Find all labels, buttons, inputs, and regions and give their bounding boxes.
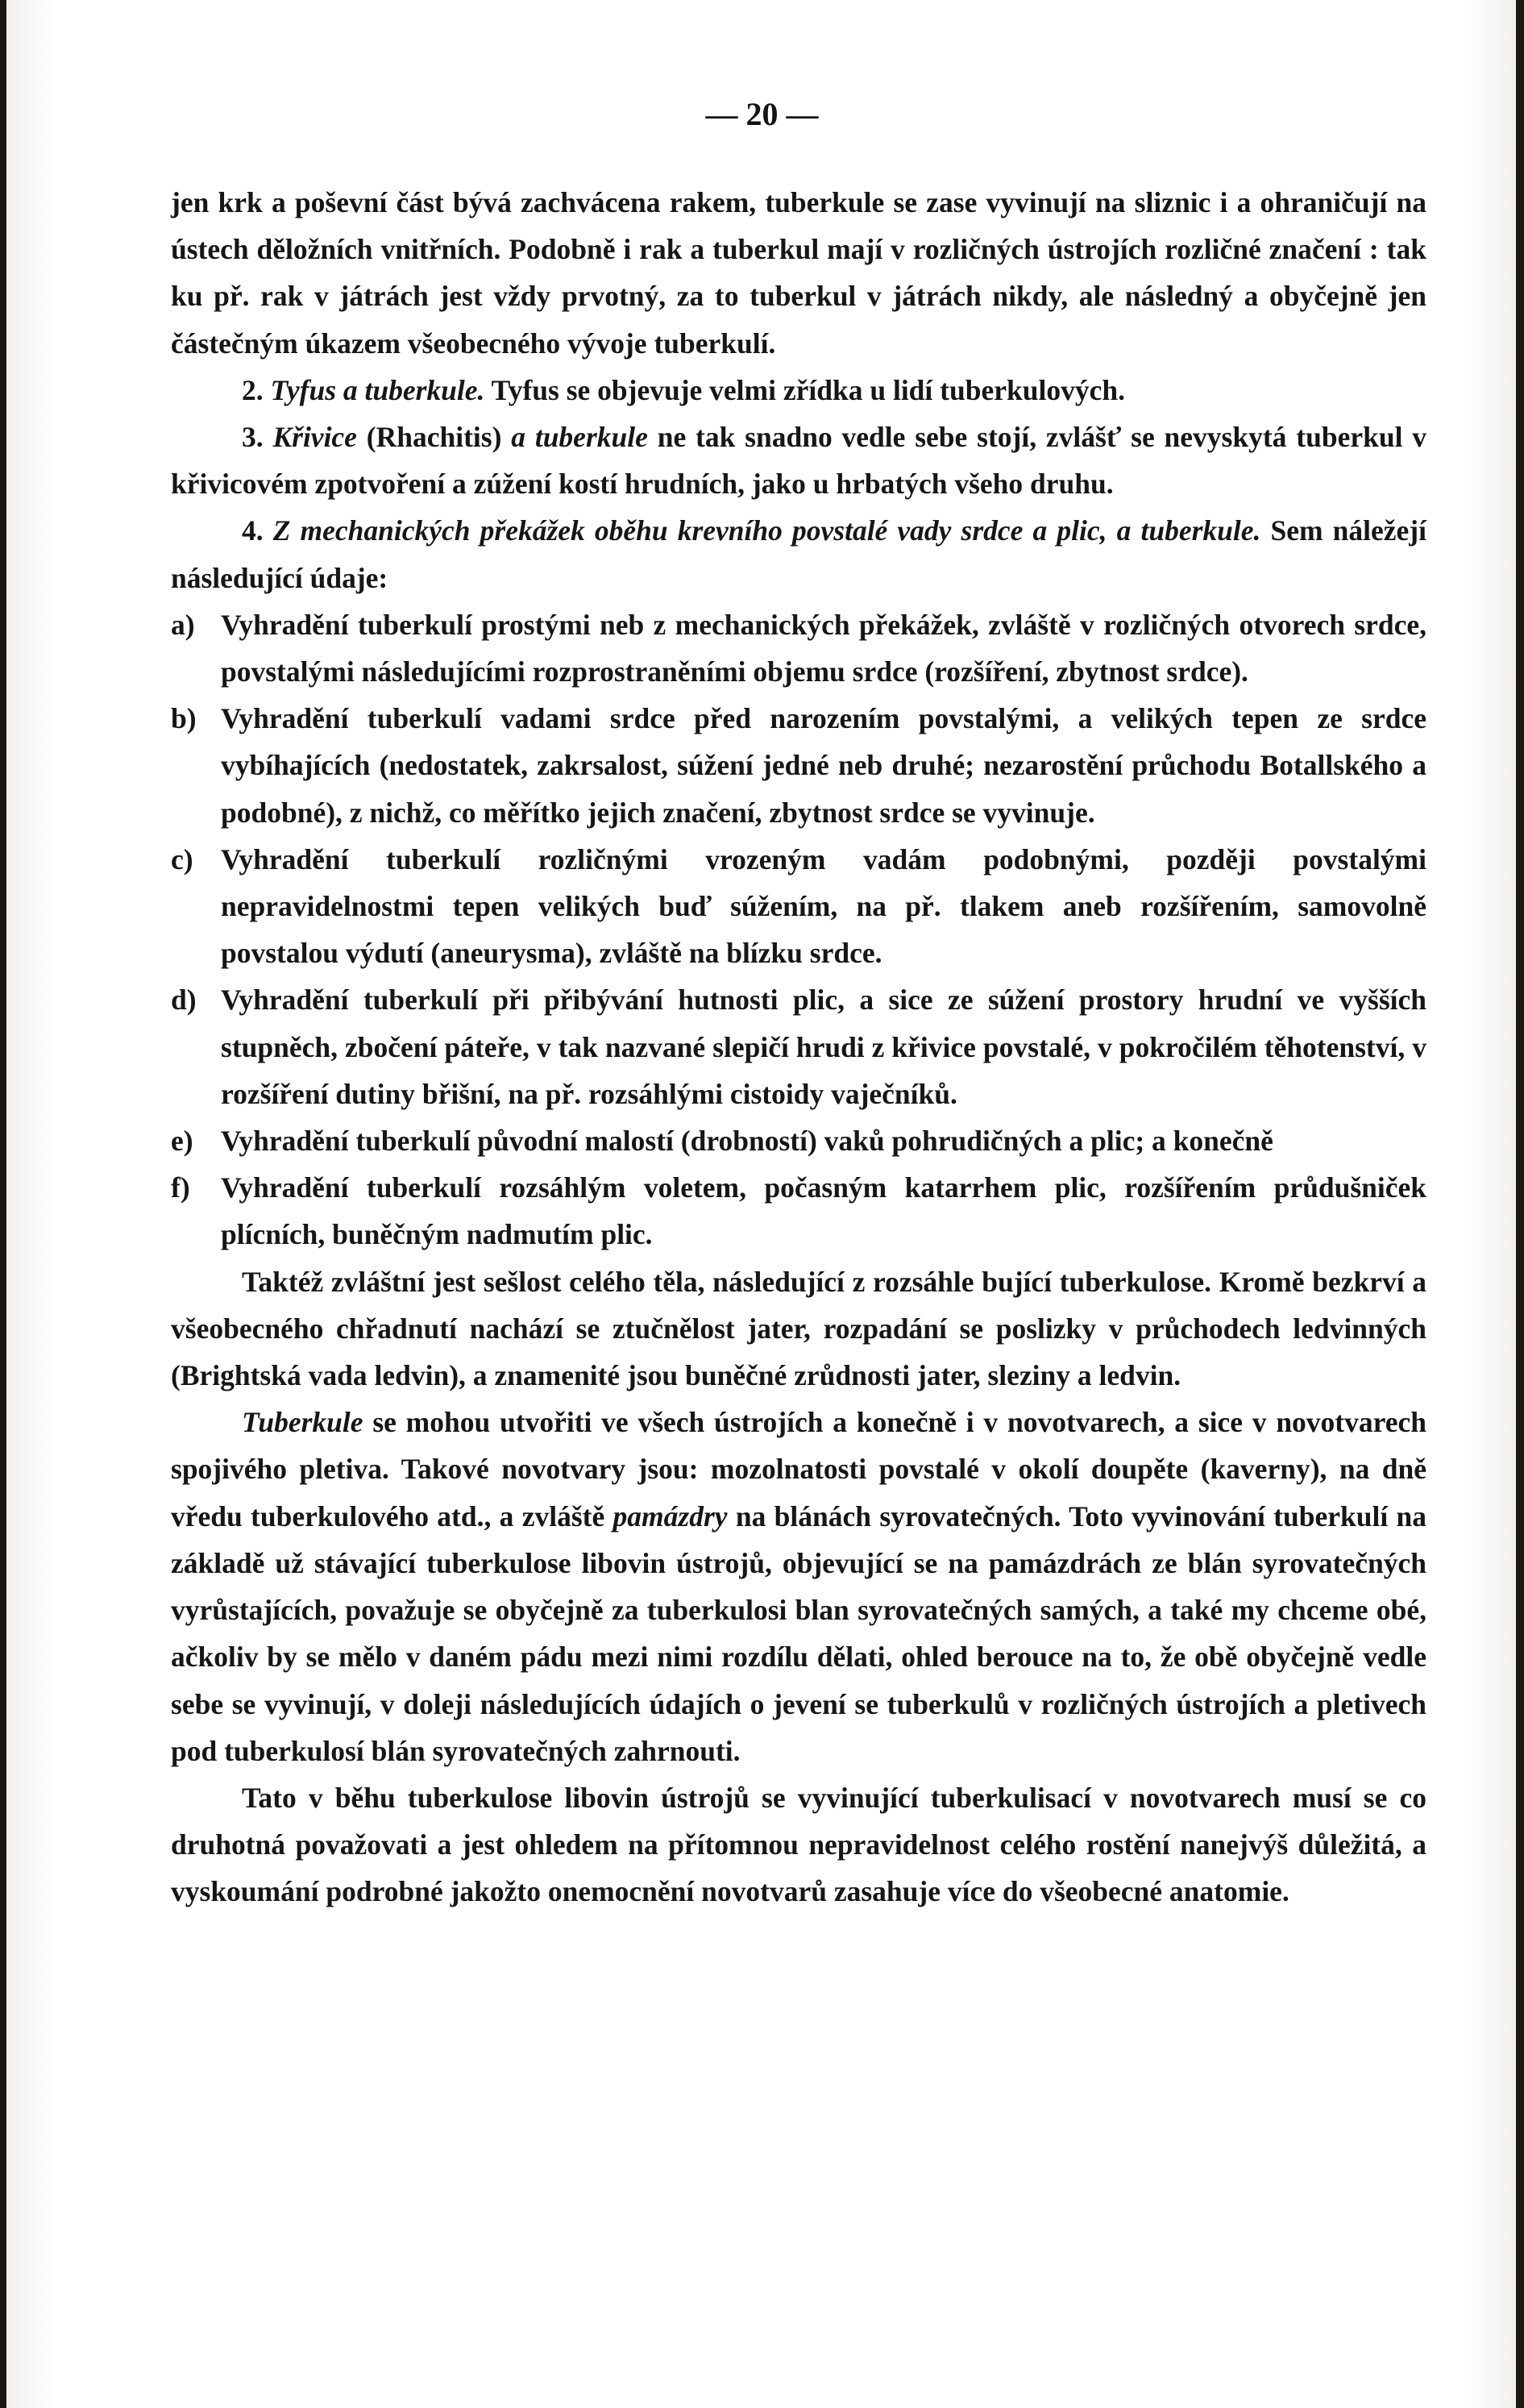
section-2-text: Tyfus se objevuje velmi zřídka u lidí tuberkulových. [491, 373, 1125, 406]
list-item-d-text: Vyhradění tuberkulí při přibývání hutnosti plic, a sice ze súžení prostory hrudní ve vyšších stupněch, zbočení páteře, v tak nazvané slepičí hrudi z křivice povstalé, v pokročilém těhotenství, v rozšíření dutiny břišní, na př. rozsáhlými cistoidy vaječníků. [221, 984, 1426, 1110]
list-item-c-label: c) [171, 842, 193, 875]
section-2 [171, 367, 1426, 414]
list-item-b-label: b) [171, 702, 197, 735]
section-3-latin: (Rhachitis) [366, 421, 502, 454]
scan-left-edge [0, 0, 6, 2408]
paragraph-7: Tato v běhu tuberkulose libovin ústrojů se vyvinující tuberkulisací v novotvarech musí se co druhotná považovati a jest ohledem na přítomnou nepravidelnost celého rostění nanejvýš důležitá, a vyskoumání podrobné jakožto onemocnění novotvarů zasahuje více do všeobecné anatomie. [171, 1781, 1426, 1908]
list-item-a-text: Vyhradění tuberkulí prostými neb z mechanických překážek, zvláště v rozličných otvorech srdce, povstalými následujícími rozprostraněními objemu srdce (rozšíření, zbytnost srdce). [221, 608, 1426, 688]
section-3 [171, 414, 1426, 507]
section-3-number: 3. [242, 421, 264, 454]
section-4-title: Z mechanických překážek oběhu krevního povstalé vady srdce a plic, a tuberkule. [272, 514, 1261, 547]
page-number: — 20 — [705, 96, 819, 132]
section-4-text: Sem náležejí následující údaje: [171, 514, 1426, 594]
paragraph-6-text-b: na blánách syrovatečných. Toto vyvinování tuberkulí na základě už stávající tuberkulose libovin ústrojů, objevující se na pamázdrách ze blán syrovatečných vyrůstajících, považuje se obyčejně za tuberkulosi blan syrovatečných samých, a také my chceme obé, ačkoliv by se mělo v daném pádu mezi nimi rozdílu dělati, ohled berouce na to, že obě obyčejně vedle sebe se vyvinují, v doleji následujících údajích o jevení se tuberkulů v rozličných ústrojích a pletivech pod tuberkulosí blán syrovatečných zahrnouti. [171, 1499, 1427, 1767]
list-item-e [171, 1117, 1426, 1164]
section-4-number: 4. [242, 514, 264, 547]
list-item-f-text: Vyhradění tuberkulí rozsáhlým voletem, počasným katarrhem plic, rozšířením průdušniček plícních, buněčným nadmutím plic. [221, 1171, 1426, 1251]
section-2-title: Tyfus a tuberkule. [270, 373, 485, 406]
list-item-b-text: Vyhradění tuberkulí vadami srdce před narozením povstalými, a velikých tepen ze srdce vybíhajících (nedostatek, zakrsalost, súžení jedné neb druhé; nezarostění průchodu Botallského a podobné), z nichž, co měřítko jejich značení, zbytnost srdce se vyvinuje. [221, 702, 1426, 829]
list-item-a [171, 601, 1426, 695]
section-2-number: 2. [242, 373, 264, 406]
list-item-e-label: e) [171, 1125, 193, 1158]
list-item-d-label: d) [171, 984, 197, 1017]
list-item-f [171, 1164, 1426, 1258]
page-body [171, 179, 1426, 1915]
list-item-c-text: Vyhradění tuberkulí rozličnými vrozeným vadám podobnými, později povstalými nepravidelnostmi tepen velikých buď súžením, na př. tlakem aneb rozšířením, samovolně povstalou výdutí (aneurysma), zvláště na blízku srdce. [221, 842, 1426, 970]
list-item-a-label: a) [171, 608, 195, 641]
list-item-d [171, 976, 1426, 1117]
paragraph-1: jen krk a poševní část bývá zachvácena rakem, tuberkule se zase vyvinují na sliznic i a ohraničují na ústech děložních vnitřních. Podobně i rak a tuberkul mají v rozličných ústrojích rozličné značení : tak ku př. rak v játrách jest vždy prvotný, za to tuberkul v játrách nikdy, ale následný a obyčejně jen částečným úkazem všeobecného vývoje tuberkulí. [171, 186, 1426, 360]
section-3-text: ne tak snadno vedle sebe stojí, zvlášť se nevyskytá tuberkul v křivicovém zpotvoření a zúžení kostí hrudních, jako u hrbatých všeho druhu. [171, 421, 1427, 501]
paragraph-6-term-2: pamázdry [613, 1499, 728, 1533]
section-3-title-2: a tuberkule [511, 421, 648, 454]
paragraph-5: Taktéž zvláštní jest sešlost celého těla, následující z rozsáhle bující tuberkulose. Kromě bezkrví a všeobecného chřadnutí nachází se ztučnělost jater, rozpadání se poslizky v průchodech ledvinných (Brightská vada ledvin), a znamenité jsou buněčné zrůdnosti jater, sleziny a ledvin. [171, 1265, 1426, 1392]
paragraph-6-text-a: se mohou utvořiti ve všech ústrojích a konečně i v novotvarech, a sice v novotvarech spojivého pletiva. Takové novotvary jsou: mozolnatosti povstalé v okolí doupěte (kaverny), na dně vředu tuberkulového atd., a zvláště [171, 1406, 1427, 1533]
paragraph-6 [171, 1399, 1426, 1774]
paragraph-6-term-1: Tuberkule [242, 1406, 363, 1439]
list-item-b [171, 695, 1426, 836]
scan-right-edge [1516, 0, 1524, 2408]
section-3-title-1: Křivice [272, 421, 357, 454]
list-item-c [171, 836, 1426, 977]
list-item-f-label: f) [171, 1171, 190, 1204]
section-4 [171, 507, 1426, 601]
list-item-e-text: Vyhradění tuberkulí původní malostí (drobností) vaků pohrudičných a plic; a konečně [221, 1125, 1273, 1158]
